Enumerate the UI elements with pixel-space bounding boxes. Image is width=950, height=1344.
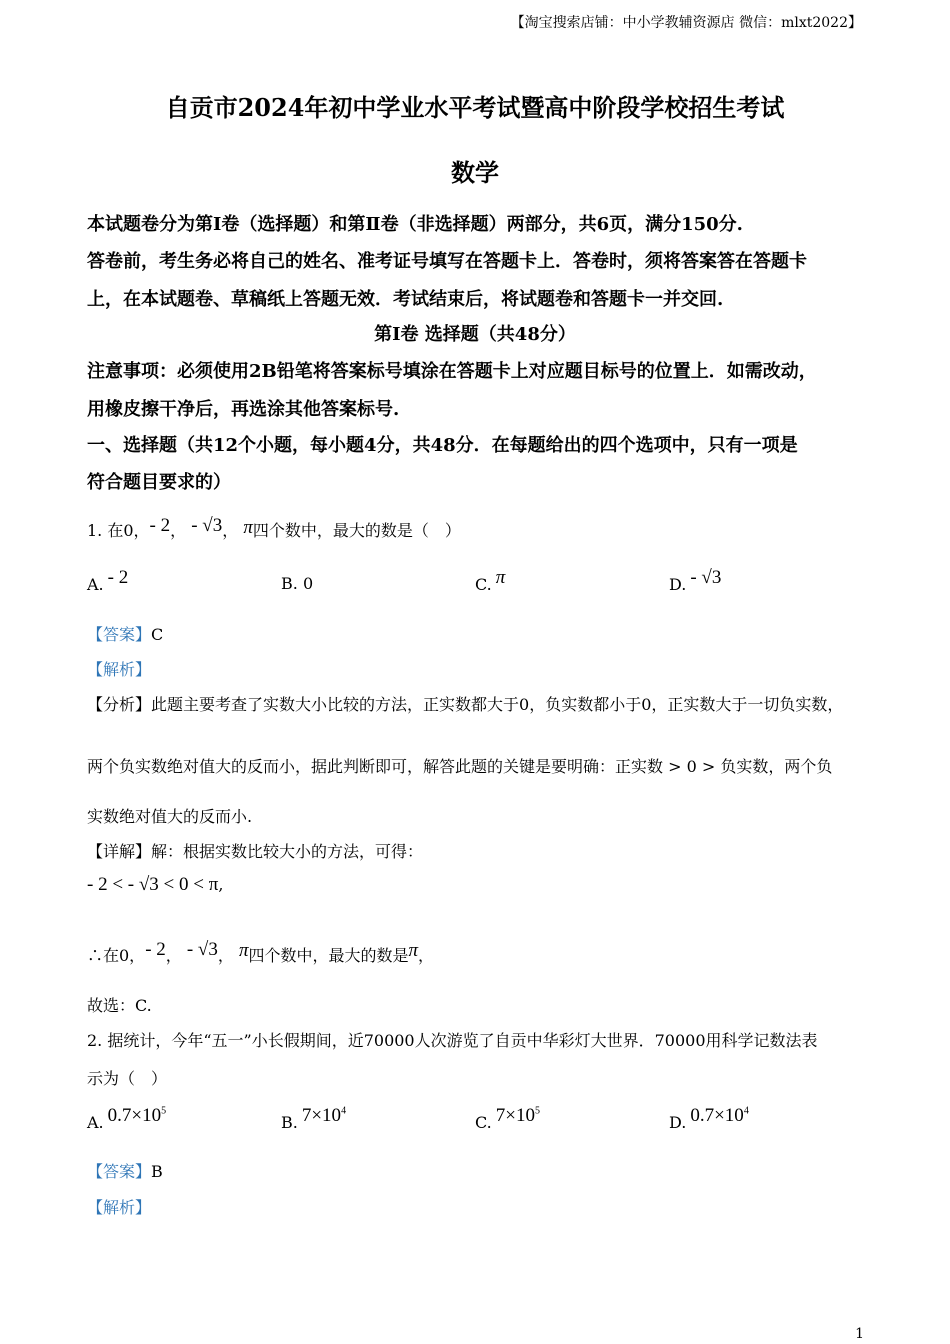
intro-line-1: 本试题卷分为第Ⅰ卷（选择题）和第Ⅱ卷（非选择题）两部分，共6页，满分150分. xyxy=(87,214,743,235)
q1-suffix: 四个数中，最大的数是（ ） xyxy=(252,521,461,540)
q1-option-a: A. - 2 xyxy=(87,567,129,594)
q1-conclusion: ∴在0，- 2， - √3， π四个数中，最大的数是π， xyxy=(87,939,435,965)
q1-option-c: C. π xyxy=(475,567,506,594)
q1-inequality: - 2 < - √3 < 0 < π, xyxy=(87,874,224,895)
q1-analysis-tag: 【解析】 xyxy=(87,660,152,679)
q1-fenxi-line-2: 两个负实数绝对值大的反而小，据此判断即可，解答此题的关键是要明确：正实数 > 0 > 负实数，两个负 xyxy=(87,757,833,776)
notice-line-2: 用橡皮擦干净后，再选涂其他答案标号. xyxy=(87,399,400,420)
subject-title: 数学 xyxy=(451,158,499,187)
q1-prefix: 1. 在0， xyxy=(87,521,150,540)
section1-line-2: 符合题目要求的） xyxy=(87,472,231,493)
q1-answer: 【答案】C xyxy=(87,625,164,644)
intro-line-2: 答卷前，考生务必将自己的姓名、准考证号填写在答题卡上．答卷时，须将答案答在答题卡 xyxy=(87,251,807,272)
q2-option-a: A. $0.7\times 10^5$ xyxy=(87,1105,167,1132)
q1-option-d: D. - √3 xyxy=(669,567,722,594)
notice-line-1: 注意事项：必须使用2B铅笔将答案标号填涂在答题卡上对应题目标号的位置上．如需改动， xyxy=(87,361,817,382)
q2-answer: 【答案】B xyxy=(87,1162,163,1181)
part1-title: 第Ⅰ卷 选择题（共48分） xyxy=(374,324,576,345)
q2-stem-line-1: 2. 据统计，今年“五一”小长假期间，近70000人次游览了自贡中华彩灯大世界．70000用科学记数法表 xyxy=(87,1031,818,1050)
q1-option-b: B. 0 xyxy=(281,574,314,593)
q2-option-b: B. $7\times 10^4$ xyxy=(281,1105,347,1132)
section1-line-1: 一、选择题（共12个小题，每小题4分，共48分．在每题给出的四个选项中，只有一项是 xyxy=(87,435,798,456)
q1-num-neg2: - 2 xyxy=(149,515,171,536)
q2-option-c: C. $7\times 10^5$ xyxy=(475,1105,540,1132)
q2-stem-line-2: 示为（ ） xyxy=(87,1069,168,1088)
q1-num-negsqrt3: - √3 xyxy=(191,515,223,536)
exam-title: 自贡市2024年初中学业水平考试暨高中阶段学校招生考试 xyxy=(165,93,785,122)
q1-num-pi: π xyxy=(243,517,253,538)
q1-fenxi-line-1: 【分析】此题主要考查了实数大小比较的方法，正实数都大于0，负实数都小于0，正实数大于一切负实数， xyxy=(87,695,844,714)
q1-detail: 【详解】解：根据实数比较大小的方法，可得： xyxy=(87,842,424,861)
q2-analysis-tag: 【解析】 xyxy=(87,1198,152,1217)
q1-final: 故选：C. xyxy=(87,996,152,1015)
header-note: 【淘宝搜索店铺：中小学教辅资源店 微信：mlxt2022】 xyxy=(510,15,862,31)
intro-line-3: 上，在本试题卷、草稿纸上答题无效．考试结束后，将试题卷和答题卡一并交回. xyxy=(87,289,724,310)
page-number: 1 xyxy=(855,1326,864,1342)
q1-fenxi-line-3: 实数绝对值大的反而小. xyxy=(87,807,253,826)
q2-option-d: D. $0.7\times 10^4$ xyxy=(669,1105,749,1132)
q1-stem: 1. 在0，- 2， - √3， π四个数中，最大的数是（ ） xyxy=(87,515,461,540)
